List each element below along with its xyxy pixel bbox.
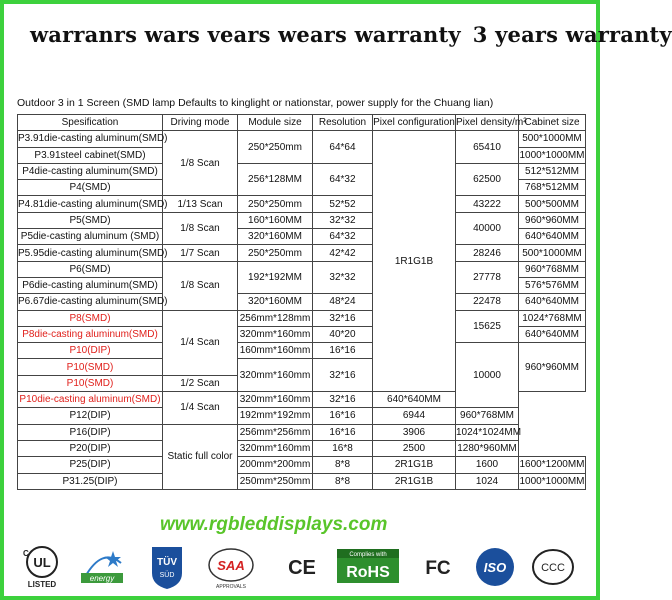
density-cell: 40000: [456, 212, 519, 245]
cabinet-cell: 960*960MM: [519, 343, 586, 392]
density-cell: 10000: [456, 343, 519, 408]
module-cell: 200mm*200mm: [238, 457, 313, 473]
driving-cell: 1/7 Scan: [163, 245, 238, 261]
table-title: Outdoor 3 in 1 Screen (SMD lamp Defaults to kinglight or nationstar, power supply for the Chuang lian): [17, 97, 494, 109]
listed-logo-text: LISTED: [27, 580, 57, 589]
driving-cell: 1/4 Scan: [163, 310, 238, 375]
module-cell: 320mm*160mm: [238, 392, 313, 408]
tuv-logo-text: TÜV: [157, 557, 177, 568]
table-row: [18, 294, 586, 310]
banner-part-1: warranrs wars vears wears warranty: [30, 22, 461, 47]
cabinet-cell: 768*512MM: [519, 180, 586, 196]
spec-cell: P8(SMD): [18, 310, 163, 326]
cabinet-cell: 1600*1200MM: [519, 457, 586, 473]
energy-logo-text: energy: [89, 574, 115, 583]
module-cell: 320mm*160mm: [238, 440, 313, 456]
cabinet-cell: 1000*1000MM: [519, 147, 586, 163]
resolution-cell: 32*16: [313, 310, 373, 326]
saa-logo: [205, 543, 257, 591]
resolution-cell: 40*20: [313, 326, 373, 342]
pixel-config-cell: 1R1G1B: [373, 131, 456, 392]
cabinet-cell: 512*512MM: [519, 163, 586, 179]
cabinet-cell: 640*640MM: [519, 326, 586, 342]
resolution-cell: 32*32: [313, 212, 373, 228]
fc-logo-text: FC: [425, 558, 451, 579]
table-row: [18, 440, 586, 456]
spec-cell: P25(DIP): [18, 457, 163, 473]
header-cell: Module size: [238, 115, 313, 131]
ul-logo-text: UL: [33, 555, 51, 570]
table-header-row: [18, 115, 586, 131]
cabinet-cell: 960*768MM: [519, 261, 586, 277]
table-row: [18, 131, 586, 147]
resolution-cell: 32*16: [313, 392, 373, 408]
module-cell: 320mm*160mm: [238, 326, 313, 342]
ce-logo: [282, 543, 322, 591]
table-row: [18, 163, 586, 179]
saa-approvals-text: APPROVALS: [216, 584, 246, 590]
density-cell: 1600: [456, 457, 519, 473]
cabinet-cell: 960*960MM: [519, 212, 586, 228]
c-logo-text: C: [23, 549, 29, 558]
cabinet-cell: 576*576MM: [519, 277, 586, 293]
resolution-cell: 32*16: [313, 359, 373, 392]
cabinet-cell: 1000*1000MM: [519, 473, 586, 489]
module-cell: 250*250mm: [238, 196, 313, 212]
cabinet-cell: 1024*768MM: [519, 310, 586, 326]
resolution-cell: 8*8: [313, 457, 373, 473]
resolution-cell: 16*16: [313, 408, 373, 424]
density-cell: 2500: [373, 440, 456, 456]
spec-cell: P4.81die-casting aluminum(SMD): [18, 196, 163, 212]
resolution-cell: 64*32: [313, 229, 373, 245]
module-cell: 320*160MM: [238, 229, 313, 245]
density-cell: 28246: [456, 245, 519, 261]
rohs-logo-text: RoHS: [346, 564, 390, 581]
pixel-config-cell: 2R1G1B: [373, 473, 456, 489]
header-cell: Driving mode: [163, 115, 238, 131]
iso-logo: [472, 543, 518, 591]
spec-cell: P5(SMD): [18, 212, 163, 228]
cabinet-cell: 1280*960MM: [456, 440, 519, 456]
driving-cell: Static full color: [163, 424, 238, 489]
cabinet-cell: 960*768MM: [456, 408, 519, 424]
module-cell: 160*160MM: [238, 212, 313, 228]
module-cell: 256mm*128mm: [238, 310, 313, 326]
spec-cell: P16(DIP): [18, 424, 163, 440]
spec-cell: P6.67die-casting aluminum(SMD): [18, 294, 163, 310]
density-cell: 3906: [373, 424, 456, 440]
spec-cell: P4(SMD): [18, 180, 163, 196]
spec-cell: P20(DIP): [18, 440, 163, 456]
table-row: [18, 457, 586, 473]
warranty-banner: [0, 0, 672, 90]
driving-cell: 1/4 Scan: [163, 392, 238, 425]
table-row: [18, 424, 586, 440]
cabinet-cell: 500*500MM: [519, 196, 586, 212]
banner-text: [30, 22, 672, 47]
pixel-config-cell: 2R1G1B: [373, 457, 456, 473]
header-cell: Pixel configuration: [373, 115, 456, 131]
spec-cell: P8die-casting aluminum(SMD): [18, 326, 163, 342]
cabinet-cell: 500*1000MM: [519, 131, 586, 147]
cabinet-cell: 500*1000MM: [519, 245, 586, 261]
module-cell: 250mm*250mm: [238, 473, 313, 489]
ccc-logo: [530, 543, 576, 591]
spec-cell: P12(DIP): [18, 408, 163, 424]
cabinet-cell: 640*640MM: [519, 294, 586, 310]
resolution-cell: 16*16: [313, 343, 373, 359]
spec-cell: P10(SMD): [18, 359, 163, 375]
ccc-logo-text: CCC: [541, 562, 565, 574]
resolution-cell: 8*8: [313, 473, 373, 489]
ce-logo-text: CE: [288, 557, 316, 579]
table-row: [18, 196, 586, 212]
module-cell: 320mm*160mm: [238, 359, 313, 392]
iso-logo-text: ISO: [483, 560, 507, 575]
module-cell: 250*250mm: [238, 131, 313, 164]
cabinet-cell: 640*640MM: [519, 229, 586, 245]
table-row: [18, 212, 586, 228]
spec-cell: P31.25(DIP): [18, 473, 163, 489]
driving-cell: 1/2 Scan: [163, 375, 238, 391]
module-cell: 256mm*256mm: [238, 424, 313, 440]
cabinet-cell: 1024*1024MM: [456, 424, 519, 440]
spec-cell: P3.91die-casting aluminum(SMD): [18, 131, 163, 147]
resolution-cell: 42*42: [313, 245, 373, 261]
density-cell: 27778: [456, 261, 519, 294]
cabinet-cell: 640*640MM: [373, 392, 456, 408]
sud-logo-text: SÜD: [159, 572, 175, 579]
resolution-cell: 64*32: [313, 163, 373, 196]
resolution-cell: 48*24: [313, 294, 373, 310]
ul-listed-logo: [20, 543, 64, 591]
density-cell: 1024: [456, 473, 519, 489]
density-cell: 22478: [456, 294, 519, 310]
header-cell: Spesification: [18, 115, 163, 131]
header-cell: Resolution: [313, 115, 373, 131]
table-row: [18, 473, 586, 489]
spec-cell: P6die-casting aluminum(SMD): [18, 277, 163, 293]
resolution-cell: 64*64: [313, 131, 373, 164]
rohs-top-text: Complies with: [349, 552, 387, 558]
density-cell: 15625: [456, 310, 519, 343]
spec-cell: P4die-casting aluminum(SMD): [18, 163, 163, 179]
table-row: [18, 408, 586, 424]
density-cell: 6944: [373, 408, 456, 424]
driving-cell: 1/8 Scan: [163, 131, 238, 196]
tuv-logo: [146, 543, 188, 591]
spec-cell: P3.91steel cabinet(SMD): [18, 147, 163, 163]
module-cell: 250*250mm: [238, 245, 313, 261]
module-cell: 192mm*192mm: [238, 408, 313, 424]
energy-star-logo: [75, 543, 129, 591]
density-cell: 43222: [456, 196, 519, 212]
resolution-cell: 32*32: [313, 261, 373, 294]
density-cell: 62500: [456, 163, 519, 196]
resolution-cell: 16*16: [313, 424, 373, 440]
spec-cell: P10die-casting aluminum(SMD): [18, 392, 163, 408]
table-row: [18, 261, 586, 277]
driving-cell: 1/8 Scan: [163, 212, 238, 245]
certification-logos: [20, 543, 580, 591]
module-cell: 192*192MM: [238, 261, 313, 294]
spec-cell: P10(DIP): [18, 343, 163, 359]
banner-part-2: 3 years warranty: [472, 22, 672, 47]
module-cell: 256*128MM: [238, 163, 313, 196]
driving-cell: 1/8 Scan: [163, 261, 238, 310]
header-cell: Cabinet size: [519, 115, 586, 131]
spec-cell: P6(SMD): [18, 261, 163, 277]
spec-cell: P10(SMD): [18, 375, 163, 391]
header-cell: Pixel density/m²: [456, 115, 519, 131]
spec-cell: P5.95die-casting aluminum(SMD): [18, 245, 163, 261]
table-row: [18, 310, 586, 326]
fc-logo: [418, 543, 458, 591]
resolution-cell: 52*52: [313, 196, 373, 212]
driving-cell: 1/13 Scan: [163, 196, 238, 212]
spec-table: [17, 114, 586, 490]
density-cell: 65410: [456, 131, 519, 164]
module-cell: 160mm*160mm: [238, 343, 313, 359]
website-link[interactable]: www.rgbleddisplays.com: [160, 514, 388, 535]
table-row: [18, 245, 586, 261]
resolution-cell: 16*8: [313, 440, 373, 456]
spec-cell: P5die-casting aluminum (SMD): [18, 229, 163, 245]
module-cell: 320*160MM: [238, 294, 313, 310]
saa-logo-text: SAA: [217, 558, 245, 573]
table-row: [18, 343, 586, 359]
rohs-logo: [335, 543, 401, 591]
